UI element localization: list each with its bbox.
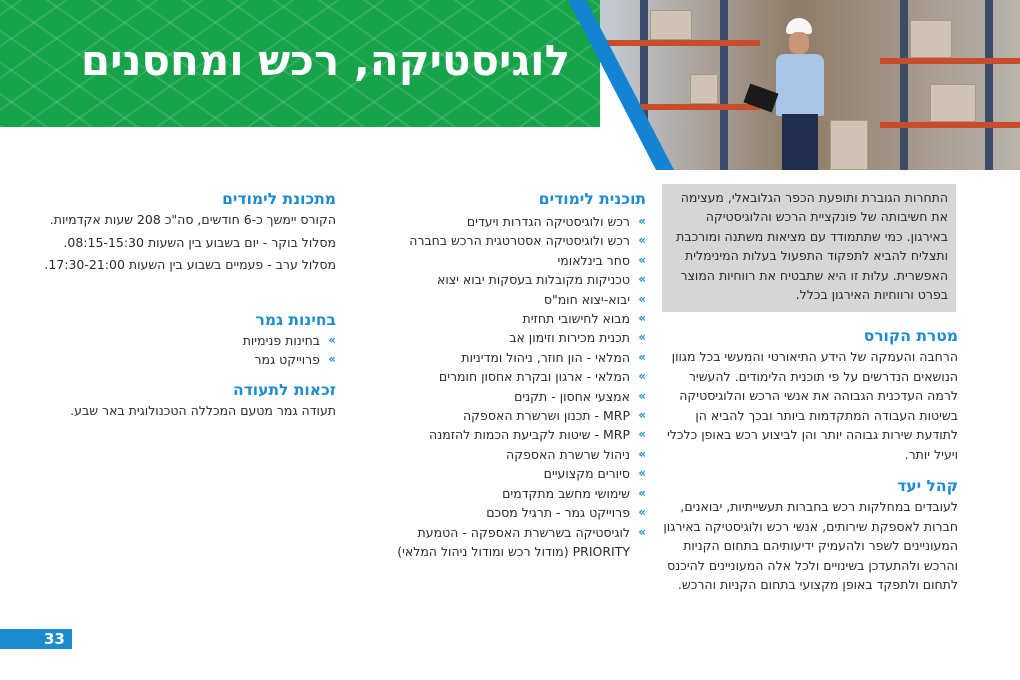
worker-figure: [770, 18, 830, 170]
intro-box: התחרות הגוברת ותופעת הכפר הגלובאלי, מעצימה את חשיבותה של פונקציית הרכש והלוגיסטיקה באירגון. כמי שתתמודד עם מציאות משתנה ומורכבת ותצליח להביא לתפקוד התפעול בעלות המינימלית האפשרית. עלות זו היא שתבטיח את רווחיות המוצר בפרט ורווחיות האירגון בכלל.: [662, 184, 956, 312]
goal-text: הרחבה והעמקה של הידע התיאורטי והמעשי בכל מגוון הנושאים הנדרשים על פי תוכנית הלימודים. להעשיר לרמה העדכנית הגבוהה את אנשי הרכש והלוגיסטיקה בשיטות העבודה המתקדמות ביותר ובכך להביא הן לתודעת שירות גבוהה יותר והן לביצוע רכש באופן כלכלי ויעיל יותר.: [667, 349, 958, 462]
certificate-heading: זכאות לתעודה: [233, 381, 336, 399]
program-heading: תוכנית לימודים: [538, 190, 646, 208]
bullet-arrow-icon: »: [638, 388, 646, 403]
program-section: [380, 190, 646, 561]
bullet-arrow-icon: »: [638, 427, 646, 442]
page-number: 33: [0, 629, 72, 649]
list-item: » פרוייקט גמר - תרגיל מסכם: [380, 503, 646, 522]
bullet-arrow-icon: »: [638, 466, 646, 481]
audience-text: לעובדים במחלקות רכש בחברות תעשייתיות, יבואנים, חברות לאספקת שירותים, אנשי רכש ולוגיסטיקה באירגון המעוניינים לשפר ולהעמיק ידיעותיהם בתחום הקניות והרכש ולהתעדכן בשינויים ולכל אלה המעוניינים להיכנס לתחום ולתפקד באופן מקצועי בתחום הקניות והרכש.: [663, 499, 958, 592]
bullet-arrow-icon: »: [328, 333, 336, 347]
audience-heading: קהל יעד: [897, 477, 958, 495]
exams-heading: בחינות גמר: [255, 311, 336, 329]
bullet-arrow-icon: »: [638, 330, 646, 345]
shelf-upright: [720, 0, 728, 170]
stock-box: [930, 84, 976, 122]
goal-heading: מטרת הקורס: [863, 327, 958, 345]
bullet-arrow-icon: »: [638, 446, 646, 461]
certificate-section: [40, 381, 336, 421]
header-banner: [0, 0, 1020, 170]
format-morning-track: מסלול בוקר - יום בשבוע בין השעות 08:15-15:30.: [63, 234, 336, 250]
stock-box: [690, 74, 718, 104]
list-item: » סיורים מקצועיים: [380, 464, 646, 483]
list-item: » MRP - שיטות לקביעת הכמות להזמנה: [380, 425, 646, 444]
bullet-arrow-icon: »: [638, 485, 646, 500]
stock-box: [830, 120, 868, 170]
bullet-arrow-icon: »: [638, 233, 646, 248]
format-evening-track: מסלול ערב - פעמיים בשבוע בין השעות 17:30-21:00.: [44, 257, 336, 272]
list-item: » סחר בינלאומי: [380, 251, 646, 270]
bullet-arrow-icon: »: [638, 272, 646, 287]
exams-section: [40, 311, 336, 370]
bullet-arrow-icon: »: [638, 349, 646, 364]
bullet-arrow-icon: »: [638, 505, 646, 520]
shelf-upright: [900, 0, 908, 170]
list-item: » המלאי - ארגון ובקרת אחסון חומרים: [380, 367, 646, 386]
list-item: » שימושי מחשב מתקדמים: [380, 484, 646, 503]
list-item: » יבוא-יצוא חומ"ס: [380, 290, 646, 309]
list-item: » המלאי - הון חוזר, ניהול ומדיניות: [380, 348, 646, 367]
goal-section: [662, 327, 958, 464]
program-list: [380, 212, 646, 561]
exams-list: [40, 331, 336, 370]
bullet-arrow-icon: »: [328, 352, 336, 367]
list-item: » ניהול שרשרת האספקה: [380, 445, 646, 464]
stock-box: [910, 20, 952, 58]
stock-box: [650, 10, 692, 40]
audience-section: [662, 477, 958, 595]
list-item: » בחינות פנימיות: [40, 331, 336, 350]
format-duration: הקורס יימשך כ-6 חודשים, סה"כ 208 שעות אקדמיות.: [49, 212, 336, 227]
bullet-arrow-icon: »: [638, 252, 646, 267]
page-title: לוגיסטיקה, רכש ומחסנים: [80, 36, 570, 85]
list-item: » אמצעי אחסון - תקנים: [380, 387, 646, 406]
bullet-arrow-icon: »: [638, 311, 646, 326]
shelf-upright: [985, 0, 993, 170]
list-item: » מבוא לחישובי תחזית: [380, 309, 646, 328]
bullet-arrow-icon: »: [638, 291, 646, 306]
list-item: » רכש ולוגיסטיקה אסטרטגית הרכש בחברה: [380, 231, 646, 250]
list-item: » תכנית מכירות וזימון אב: [380, 328, 646, 347]
shelf-beam: [880, 122, 1020, 128]
bullet-arrow-icon: »: [638, 369, 646, 384]
format-heading: מתכונת לימודים: [222, 190, 336, 208]
shelf-beam: [600, 40, 760, 46]
list-item: » פרוייקט גמר: [40, 350, 336, 369]
shelf-beam: [880, 58, 1020, 64]
bullet-arrow-icon: »: [638, 524, 646, 539]
format-section: [40, 190, 336, 275]
list-item: » רכש ולוגיסטיקה הגדרות ויעדים: [380, 212, 646, 231]
certificate-text: תעודה גמר מטעם המכללה הטכנולוגית באר שבע.: [70, 403, 336, 418]
list-item: » לוגיסטיקה בשרשרת האספקה - הטמעת PRIORITY (מודול רכש ומודול ניהול המלאי): [397, 524, 646, 559]
list-item: » MRP - תכנון ושרשרת האספקה: [380, 406, 646, 425]
bullet-arrow-icon: »: [638, 214, 646, 228]
list-item: » טכניקות מקובלות בעסקות יבוא יצוא: [380, 270, 646, 289]
bullet-arrow-icon: »: [638, 408, 646, 423]
